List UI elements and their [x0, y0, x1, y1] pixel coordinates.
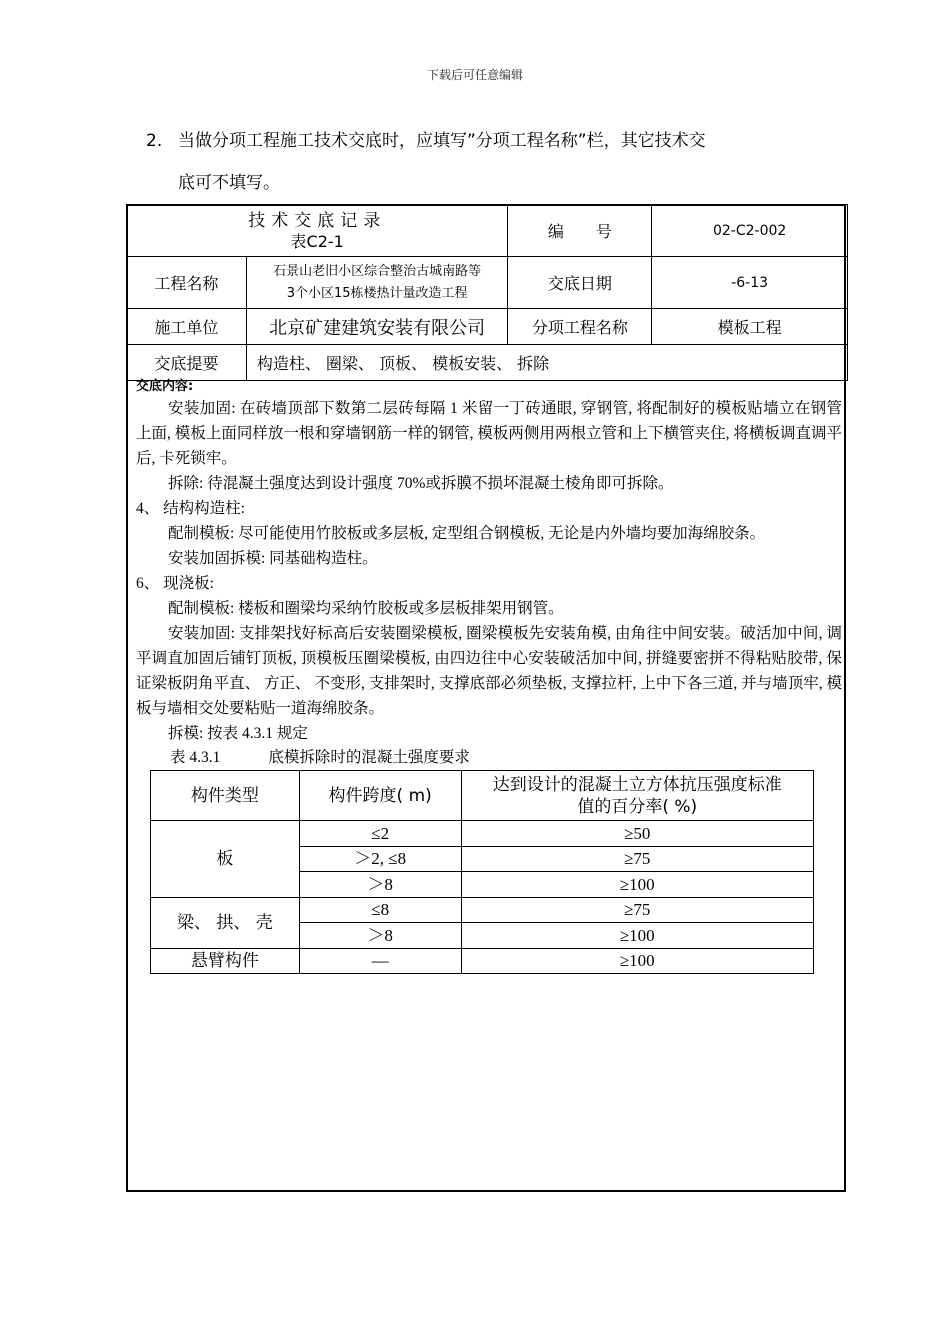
date-label: 交底日期: [508, 257, 652, 309]
heading-slab: 6、 现浇板:: [136, 575, 214, 592]
span-cell: ＞8: [299, 872, 461, 898]
strength-cell: ≥50: [461, 821, 813, 847]
paragraph-removal: 拆除: 待混凝土强度达到设计强度 70%或拆膜不损坏混凝土棱角即可拆除。: [168, 475, 674, 492]
paragraph-slab-removal: 拆模: 按表 4.3.1 规定: [168, 725, 308, 742]
table-caption-title: 底模拆除时的混凝土强度要求: [268, 749, 470, 766]
record-title: 技术交底记录: [248, 210, 387, 231]
subproject-label: 分项工程名称: [508, 309, 652, 345]
unit-label: 施工单位: [127, 309, 247, 345]
strength-cell: ≥100: [461, 872, 813, 898]
briefing-content: [136, 380, 842, 746]
span-cell: ＞8: [299, 923, 461, 949]
paragraph-slab-formwork: 配制模板: 楼板和圈梁均采纳竹胶板或多层板排架用钢管。: [168, 600, 564, 617]
project-name-line-2: 3个小区15栋楼热计量改造工程: [286, 285, 468, 301]
subproject-value: 模板工程: [652, 309, 848, 345]
paragraph-slab-install: 安装加固: 支排架找好标高后安装圈梁模板, 圈梁模板先安装角模, 由角往中间安装。破活加中间, 调平调直加固后铺钉顶板, 顶模板压圈梁模板, 由四边往中心安装破活加中间, 拼缝要密拼不得粘贴胶带, 保证梁板阴角平直、 方正、 不变形, 支排架时, 支撑底部必须垫板, 支撑拉杆, 上中下各三道, 并与墙顶牢, 模板与墙相交处要粘贴一道海绵胶条。: [136, 625, 842, 717]
summary-value: 构造柱、 圈梁、 顶板、 模板安装、 拆除: [246, 345, 847, 381]
intro-text-1: 当做分项工程施工技术交底时，应填写”分项工程名称”栏，其它技术交: [178, 131, 706, 151]
table-row: [151, 821, 814, 847]
project-name-line-1: 石景山老旧小区综合整治古城南路等: [273, 263, 482, 279]
record-title-cell: [127, 205, 508, 257]
member-type-cell: 悬臂构件: [151, 949, 300, 974]
intro-number: 2.: [146, 131, 163, 151]
member-type-cell: 板: [151, 821, 300, 898]
strength-cell: ≥100: [461, 949, 813, 974]
column-header-type: 构件类型: [151, 771, 300, 821]
table-caption-number: 表 4.3.1: [170, 749, 221, 766]
project-name-cell: [246, 257, 508, 309]
code-label: 编 号: [508, 205, 652, 257]
watermark-text: 下载后可任意编辑: [426, 68, 523, 82]
span-cell: —: [299, 949, 461, 974]
date-value: -6-13: [652, 257, 848, 309]
strength-cell: ≥100: [461, 923, 813, 949]
strength-requirement-table: [150, 770, 814, 974]
strength-cell: ≥75: [461, 847, 813, 872]
table-caption: [170, 745, 470, 767]
table-row: [151, 898, 814, 923]
paragraph-column-formwork: 配制模板: 尽可能使用竹胶板或多层板, 定型组合钢模板, 无论是内外墙均要加海绵胶条。: [168, 525, 766, 542]
summary-label: 交底提要: [127, 345, 247, 381]
span-cell: ≤8: [299, 898, 461, 923]
column-header-strength-line-1: 达到设计的混凝土立方体抗压强度标准: [492, 774, 782, 795]
column-header-strength: [461, 771, 813, 821]
table-header-row: [151, 771, 814, 821]
span-cell: ＞2, ≤8: [299, 847, 461, 872]
content-label: 交底内容:: [136, 379, 194, 394]
span-cell: ≤2: [299, 821, 461, 847]
column-header-span: 构件跨度( m): [299, 771, 461, 821]
heading-columns: 4、 结构构造柱:: [136, 500, 245, 517]
project-label: 工程名称: [127, 257, 247, 309]
paragraph-column-install: 安装加固拆模: 同基础构造柱。: [168, 550, 378, 567]
intro-line-1: [146, 126, 706, 151]
code-value: 02-C2-002: [652, 205, 848, 257]
strength-cell: ≥75: [461, 898, 813, 923]
form-number: 表C2-1: [290, 231, 344, 251]
intro-line-2: 底可不填写。: [178, 173, 280, 193]
column-header-strength-line-2: 值的百分率( %): [577, 796, 698, 817]
member-type-cell: 梁、 拱、 壳: [151, 898, 300, 949]
unit-value: 北京矿建建筑安装有限公司: [246, 309, 508, 345]
table-row: [151, 949, 814, 974]
record-header-table: [126, 204, 848, 381]
paragraph-install: 安装加固: 在砖墙顶部下数第二层砖每隔 1 米留一丁砖通眼, 穿钢管, 将配制好的模板贴墙立在钢管上面, 模板上面同样放一根和穿墙钢筋一样的钢管, 模板两侧用两根立管和上下横管夹住, 将横板调直调平后, 卡死锁牢。: [136, 400, 842, 467]
